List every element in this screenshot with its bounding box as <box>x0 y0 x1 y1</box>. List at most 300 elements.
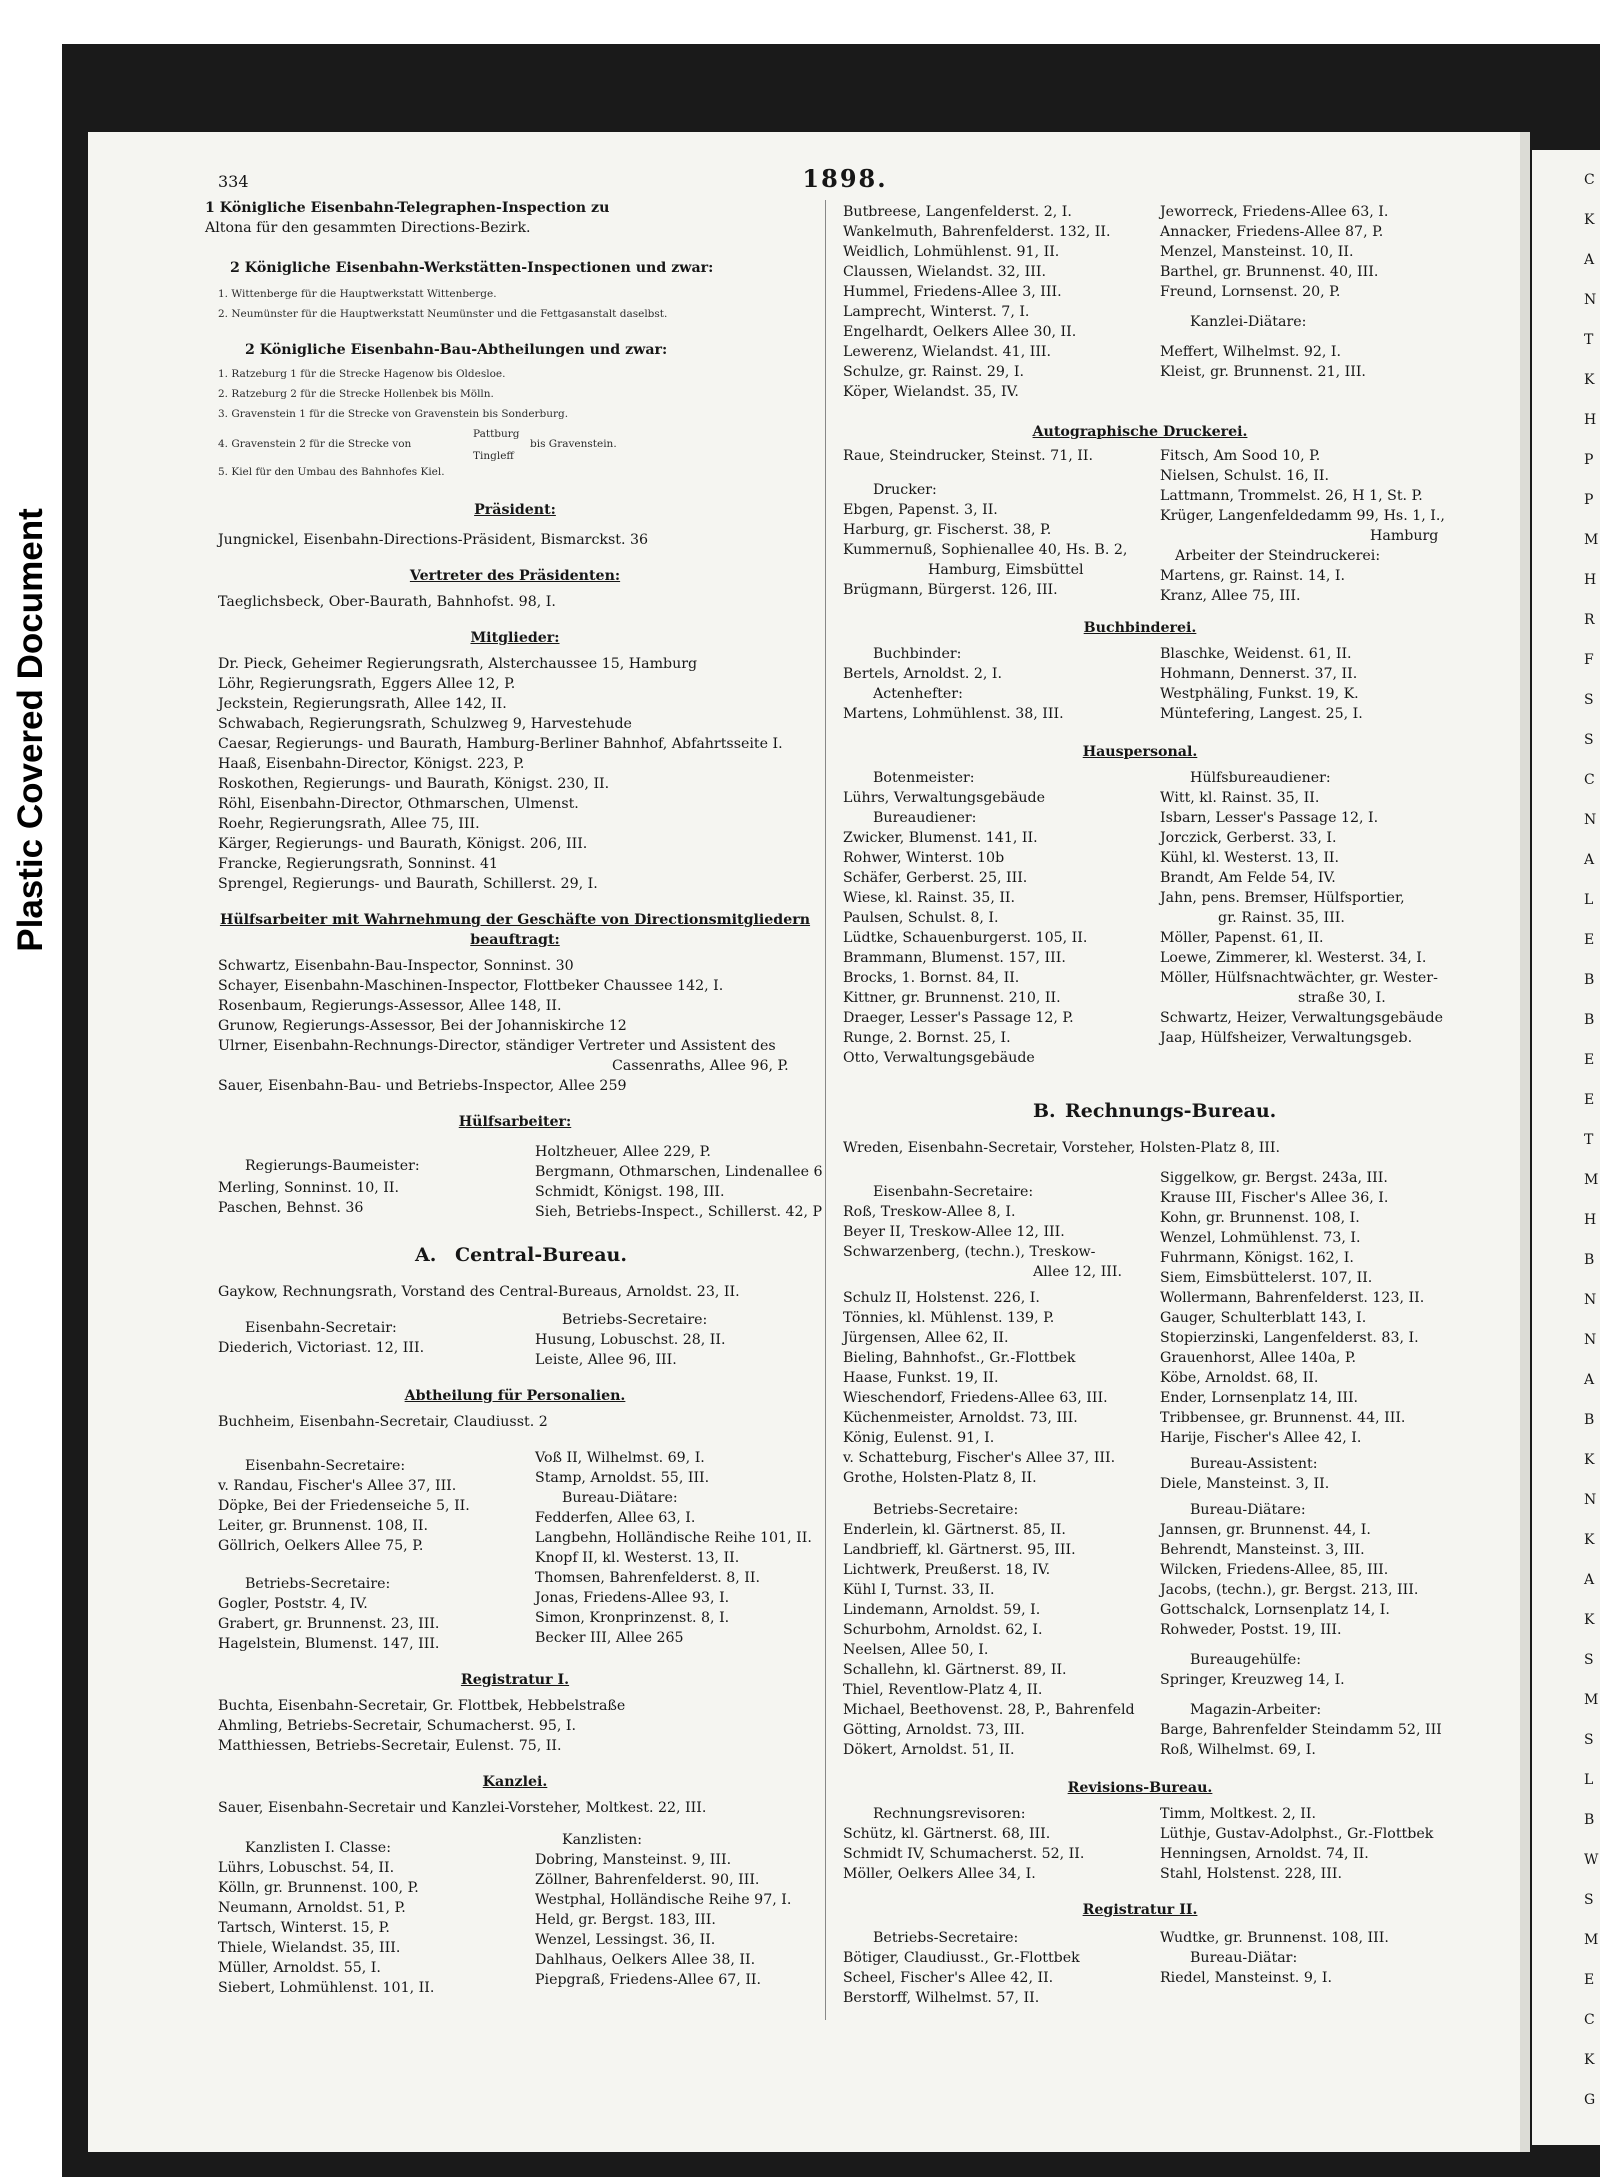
entry-line: Krüger, Langenfeldedamm 99, Hs. 1, I., <box>1160 508 1445 524</box>
next-page-fragment: E <box>1584 1092 1595 1108</box>
entry-line: Betriebs-Secretaire: <box>873 1502 1019 1518</box>
next-page-fragment: P <box>1584 492 1594 508</box>
entry-line: Henningsen, Arnoldst. 74, II. <box>1160 1846 1369 1862</box>
entry-line: Altona für den gesammten Directions-Bezirk. <box>205 220 531 236</box>
entry-line: Wudtke, gr. Brunnenst. 108, III. <box>1160 1930 1389 1946</box>
entry-line: Gaykow, Rechnungsrath, Vorstand des Central-Bureaus, Arnoldst. 23, II. <box>218 1284 740 1300</box>
entry-line: Martens, gr. Rainst. 14, I. <box>1160 568 1345 584</box>
next-page-fragment: N <box>1584 812 1597 828</box>
section-heading: Central-Bureau. <box>455 1244 627 1266</box>
entry-line: Lamprecht, Winterst. 7, I. <box>843 304 1030 320</box>
entry-line: Magazin-Arbeiter: <box>1190 1702 1322 1718</box>
entry-line: 4. Gravenstein 2 für die Strecke von <box>218 438 412 450</box>
section-heading: Registratur I. <box>460 1672 570 1688</box>
entry-line: Gauger, Schulterblatt 143, I. <box>1160 1310 1367 1326</box>
entry-line: Wenzel, Lessingst. 36, II. <box>535 1932 716 1948</box>
next-page-fragment: C <box>1584 172 1595 188</box>
next-page-fragment: N <box>1584 292 1597 308</box>
entry-line: Schwabach, Regierungsrath, Schulzweg 9, Harvestehude <box>218 716 632 732</box>
next-page-fragment: F <box>1584 652 1594 668</box>
section-heading: Autographische Druckerei. <box>1032 424 1248 440</box>
section-heading: Präsident: <box>474 502 556 518</box>
entry-line: Buchta, Eisenbahn-Secretair, Gr. Flottbek, Hebbelstraße <box>218 1698 626 1714</box>
entry-line: Caesar, Regierungs- und Baurath, Hamburg-Berliner Bahnhof, Abfahrtsseite I. <box>218 736 783 752</box>
entry-line: Roß, Treskow-Allee 8, I. <box>843 1204 1016 1220</box>
page-gutter <box>1520 132 1530 2152</box>
entry-line: Dr. Pieck, Geheimer Regierungsrath, Alsterchaussee 15, Hamburg <box>218 656 698 672</box>
next-page-fragment: L <box>1584 892 1594 908</box>
entry-line: Thiel, Reventlow-Platz 4, II. <box>843 1682 1043 1698</box>
entry-line: Thomsen, Bahrenfelderst. 8, II. <box>535 1570 760 1586</box>
next-page-fragment: T <box>1584 1132 1594 1148</box>
section-heading: Buchbinderei. <box>1083 620 1197 636</box>
next-page-fragment: T <box>1584 332 1594 348</box>
entry-line: Timm, Moltkest. 2, II. <box>1160 1806 1316 1822</box>
entry-line: Gottschalck, Lornsenplatz 14, I. <box>1160 1602 1390 1618</box>
entry-line: Ulrner, Eisenbahn-Rechnungs-Director, ständiger Vertreter und Assistent des <box>218 1038 776 1054</box>
entry-line: Jeworreck, Friedens-Allee 63, I. <box>1160 204 1389 220</box>
entry-line: Meffert, Wilhelmst. 92, I. <box>1160 344 1342 360</box>
entry-line: Schwarzenberg, (techn.), Treskow- <box>843 1244 1096 1260</box>
entry-line: Grauenhorst, Allee 140a, P. <box>1160 1350 1357 1366</box>
rule-line <box>825 200 826 2020</box>
entry-line: Tartsch, Winterst. 15, P. <box>218 1920 390 1936</box>
section-heading: Hülfsarbeiter mit Wahrnehmung der Geschäfte von Directionsmitgliedern <box>219 912 811 928</box>
entry-line: Rohweder, Postst. 19, III. <box>1160 1622 1342 1638</box>
entry-line: Kühl I, Turnst. 33, II. <box>843 1582 995 1598</box>
entry-line: Bieling, Bahnhofst., Gr.-Flottbek <box>843 1350 1076 1366</box>
entry-line: Fuhrmann, Königst. 162, I. <box>1160 1250 1354 1266</box>
entry-line: Köper, Wielandst. 35, IV. <box>843 384 1019 400</box>
entry-line: Leiste, Allee 96, III. <box>535 1352 677 1368</box>
entry-line: Möller, Hülfsnachtwächter, gr. Wester- <box>1160 970 1438 986</box>
entry-line: 5. Kiel für den Umbau des Bahnhofes Kiel. <box>218 466 445 478</box>
entry-line: Siggelkow, gr. Bergst. 243a, III. <box>1160 1170 1388 1186</box>
entry-line: Langbehn, Holländische Reihe 101, II. <box>535 1530 812 1546</box>
entry-line: Holtzheuer, Allee 229, P. <box>535 1144 711 1160</box>
entry-line: Stopierzinski, Langenfelderst. 83, I. <box>1160 1330 1419 1346</box>
entry-line: Götting, Arnoldst. 73, III. <box>843 1722 1025 1738</box>
next-page-fragment: R <box>1584 612 1595 628</box>
entry-line: Rohwer, Winterst. 10b <box>843 850 1005 866</box>
next-page-fragment: S <box>1584 732 1594 748</box>
entry-line: straße 30, I. <box>1298 990 1386 1006</box>
entry-line: Rechnungsrevisoren: <box>873 1806 1026 1822</box>
entry-line: Bureau-Diätare: <box>1190 1502 1306 1518</box>
section-heading: Vertreter des Präsidenten: <box>409 568 621 584</box>
entry-line: Wilcken, Friedens-Allee, 85, III. <box>1160 1562 1389 1578</box>
next-page-fragment: C <box>1584 2012 1595 2028</box>
next-page-fragment: B <box>1584 1012 1595 1028</box>
entry-line: Westphal, Holländische Reihe 97, I. <box>535 1892 792 1908</box>
entry-line: Brocks, 1. Bornst. 84, II. <box>843 970 1020 986</box>
entry-line: Barge, Bahrenfelder Steindamm 52, III <box>1160 1722 1442 1738</box>
entry-line: Bertels, Arnoldst. 2, I. <box>843 666 1003 682</box>
entry-line: Neumann, Arnoldst. 51, P. <box>218 1900 406 1916</box>
next-page-fragment: H <box>1584 1212 1597 1228</box>
entry-line: Kanzlei-Diätare: <box>1190 314 1307 330</box>
next-page-fragment: K <box>1584 2052 1595 2068</box>
entry-line: Betriebs-Secretaire: <box>245 1576 391 1592</box>
next-page-edge <box>1532 150 1600 2145</box>
entry-line: Schayer, Eisenbahn-Maschinen-Inspector, Flottbeker Chaussee 142, I. <box>218 978 724 994</box>
entry-line: Wankelmuth, Bahrenfelderst. 132, II. <box>843 224 1111 240</box>
entry-line: Krause III, Fischer's Allee 36, I. <box>1160 1190 1389 1206</box>
entry-line: Lührs, Verwaltungsgebäude <box>843 790 1046 806</box>
entry-line: Grunow, Regierungs-Assessor, Bei der Johanniskirche 12 <box>218 1018 627 1034</box>
entry-line: Held, gr. Bergst. 183, III. <box>535 1912 716 1928</box>
entry-line: Eisenbahn-Secretair: <box>245 1320 397 1336</box>
next-page-fragment: S <box>1584 1652 1594 1668</box>
entry-line: Haase, Funkst. 19, II. <box>843 1370 999 1386</box>
entry-line: Wieschendorf, Friedens-Allee 63, III. <box>843 1390 1108 1406</box>
entry-line: Kühl, kl. Westerst. 13, II. <box>1160 850 1340 866</box>
entry-line: Jorczick, Gerberst. 33, I. <box>1160 830 1337 846</box>
entry-line: Runge, 2. Bornst. 25, I. <box>843 1030 1011 1046</box>
entry-line: Jungnickel, Eisenbahn-Directions-Präsident, Bismarckst. 36 <box>218 532 649 548</box>
entry-line: Möller, Oelkers Allee 34, I. <box>843 1866 1036 1882</box>
entry-line: Eisenbahn-Secretaire: <box>873 1184 1034 1200</box>
entry-line: Jahn, pens. Bremser, Hülfsportier, <box>1160 890 1405 906</box>
entry-line: Barthel, gr. Brunnenst. 40, III. <box>1160 264 1379 280</box>
entry-line: Jacobs, (techn.), gr. Bergst. 213, III. <box>1160 1582 1419 1598</box>
entry-line: Dobring, Mansteinst. 9, III. <box>535 1852 732 1868</box>
entry-line: Martens, Lohmühlenst. 38, III. <box>843 706 1064 722</box>
entry-line: Allee 12, III. <box>1033 1264 1123 1280</box>
entry-line: Schwartz, Heizer, Verwaltungsgebäude <box>1160 1010 1444 1026</box>
section-heading: Registratur II. <box>1082 1902 1198 1918</box>
next-page-fragment: B <box>1584 972 1595 988</box>
entry-line: Landbrieff, kl. Gärtnerst. 95, III. <box>843 1542 1076 1558</box>
next-page-fragment: M <box>1584 532 1599 548</box>
next-page-fragment: M <box>1584 1692 1599 1708</box>
entry-line: Schütz, kl. Gärtnerst. 68, III. <box>843 1826 1051 1842</box>
next-page-fragment: S <box>1584 1732 1594 1748</box>
entry-line: Rosenbaum, Regierungs-Assessor, Allee 148, II. <box>218 998 562 1014</box>
next-page-fragment: E <box>1584 1052 1595 1068</box>
section-heading: Rechnungs-Bureau. <box>1065 1100 1277 1122</box>
entry-line: Drucker: <box>873 482 937 498</box>
entry-line: Springer, Kreuzweg 14, I. <box>1160 1672 1345 1688</box>
entry-line: Schallehn, kl. Gärtnerst. 89, II. <box>843 1662 1067 1678</box>
entry-line: Buchbinder: <box>873 646 962 662</box>
entry-line: Pattburg <box>473 428 520 440</box>
entry-line: Kanzlisten: <box>562 1832 643 1848</box>
entry-line: Haaß, Eisenbahn-Director, Königst. 223, P. <box>218 756 525 772</box>
entry-line: Annacker, Friedens-Allee 87, P. <box>1160 224 1384 240</box>
entry-line: Tönnies, kl. Mühlenst. 139, P. <box>843 1310 1055 1326</box>
entry-line: Stahl, Holstenst. 228, III. <box>1160 1866 1342 1882</box>
next-page-fragment: N <box>1584 1492 1597 1508</box>
next-page-fragment: H <box>1584 572 1597 588</box>
entry-line: Lüthje, Gustav-Adolphst., Gr.-Flottbek <box>1160 1826 1434 1842</box>
next-page-fragment: S <box>1584 1892 1594 1908</box>
entry-line: Siem, Eimsbüttelerst. 107, II. <box>1160 1270 1373 1286</box>
entry-line: Matthiessen, Betriebs-Secretair, Eulenst. 75, II. <box>218 1738 562 1754</box>
entry-line: Fedderfen, Allee 63, I. <box>535 1510 696 1526</box>
entry-line: Paulsen, Schulst. 8, I. <box>843 910 999 926</box>
entry-line: Witt, kl. Rainst. 35, II. <box>1160 790 1320 806</box>
entry-line: Kranz, Allee 75, III. <box>1160 588 1301 604</box>
entry-line: Ebgen, Papenst. 3, II. <box>843 502 998 518</box>
entry-line: Jaap, Hülfsheizer, Verwaltungsgeb. <box>1160 1030 1413 1046</box>
entry-line: Grabert, gr. Brunnenst. 23, III. <box>218 1616 440 1632</box>
entry-line: Michael, Beethovenst. 28, P., Bahrenfeld <box>843 1702 1135 1718</box>
entry-line: Husung, Lobuschst. 28, II. <box>535 1332 726 1348</box>
entry-line: Behrendt, Mansteinst. 3, III. <box>1160 1542 1365 1558</box>
entry-line: Kittner, gr. Brunnenst. 210, II. <box>843 990 1061 1006</box>
entry-line: Scheel, Fischer's Allee 42, II. <box>843 1970 1054 1986</box>
next-page-fragment: A <box>1584 1372 1595 1388</box>
next-page-fragment: B <box>1584 1412 1595 1428</box>
entry-line: König, Eulenst. 91, I. <box>843 1430 995 1446</box>
entry-line: Piepgraß, Friedens-Allee 67, II. <box>535 1972 762 1988</box>
entry-line: Möller, Papenst. 61, II. <box>1160 930 1324 946</box>
entry-line: Raue, Steindrucker, Steinst. 71, II. <box>843 448 1093 464</box>
entry-line: Bureau-Assistent: <box>1190 1456 1318 1472</box>
entry-line: Freund, Lornsenst. 20, P. <box>1160 284 1341 300</box>
page-year: 1898. <box>802 164 888 193</box>
entry-line: gr. Rainst. 35, III. <box>1218 910 1345 926</box>
entry-line: Sauer, Eisenbahn-Bau- und Betriebs-Inspector, Allee 259 <box>218 1078 627 1094</box>
entry-line: Kanzlisten I. Classe: <box>245 1840 391 1856</box>
next-page-fragment: K <box>1584 372 1595 388</box>
entry-line: Stamp, Arnoldst. 55, III. <box>535 1470 710 1486</box>
entry-line: Wiese, kl. Rainst. 35, II. <box>843 890 1016 906</box>
entry-line: Bureau-Diätare: <box>562 1490 678 1506</box>
section-heading: 2 Königliche Eisenbahn-Werkstätten-Inspectionen und zwar: <box>230 260 714 276</box>
entry-line: Ahmling, Betriebs-Secretair, Schumacherst. 95, I. <box>218 1718 577 1734</box>
entry-line: Siebert, Lohmühlenst. 101, II. <box>218 1980 435 1996</box>
entry-line: Schurbohm, Arnoldst. 62, I. <box>843 1622 1043 1638</box>
next-page-fragment: E <box>1584 932 1595 948</box>
entry-line: Hohmann, Dennerst. 37, II. <box>1160 666 1358 682</box>
entry-line: Zöllner, Bahrenfelderst. 90, III. <box>535 1872 760 1888</box>
entry-line: Schäfer, Gerberst. 25, III. <box>843 870 1028 886</box>
entry-line: Betriebs-Secretaire: <box>873 1930 1019 1946</box>
entry-line: Cassenraths, Allee 96, P. <box>612 1058 789 1074</box>
section-heading: Hauspersonal. <box>1082 744 1198 760</box>
entry-line: Hagelstein, Blumenst. 147, III. <box>218 1636 440 1652</box>
entry-line: v. Randau, Fischer's Allee 37, III. <box>218 1478 457 1494</box>
entry-line: Küchenmeister, Arnoldst. 73, III. <box>843 1410 1078 1426</box>
entry-line: Taeglichsbeck, Ober-Baurath, Bahnhofst. 98, I. <box>218 594 556 610</box>
entry-line: Dökert, Arnoldst. 51, II. <box>843 1742 1015 1758</box>
entry-line: Westphäling, Funkst. 19, K. <box>1160 686 1359 702</box>
section-heading: beauftragt: <box>470 932 560 948</box>
entry-line: Loewe, Zimmerer, kl. Westerst. 34, I. <box>1160 950 1427 966</box>
entry-line: Röhl, Eisenbahn-Director, Othmarschen, Ulmenst. <box>218 796 579 812</box>
entry-line: Merling, Sonninst. 10, II. <box>218 1180 400 1196</box>
entry-line: Müller, Arnoldst. 55, I. <box>218 1960 381 1976</box>
entry-line: Weidlich, Lohmühlenst. 91, II. <box>843 244 1060 260</box>
entry-line: Jonas, Friedens-Allee 93, I. <box>535 1590 730 1606</box>
next-page-fragment: K <box>1584 1532 1595 1548</box>
next-page-fragment: K <box>1584 1452 1595 1468</box>
entry-line: Brügmann, Bürgerst. 126, III. <box>843 582 1058 598</box>
entry-line: Menzel, Mansteinst. 10, II. <box>1160 244 1354 260</box>
section-heading: Mitglieder: <box>470 630 560 646</box>
entry-line: Schwartz, Eisenbahn-Bau-Inspector, Sonninst. 30 <box>218 958 574 974</box>
page-number: 334 <box>218 172 249 191</box>
entry-line: Bötiger, Claudiusst., Gr.-Flottbek <box>843 1950 1080 1966</box>
entry-line: Döpke, Bei der Friedenseiche 5, II. <box>218 1498 470 1514</box>
entry-line: Sauer, Eisenbahn-Secretair und Kanzlei-Vorsteher, Moltkest. 22, III. <box>218 1800 707 1816</box>
entry-line: Roskothen, Regierungs- und Baurath, Königst. 230, II. <box>218 776 610 792</box>
entry-line: Kohn, gr. Brunnenst. 108, I. <box>1160 1210 1360 1226</box>
entry-line: Jürgensen, Allee 62, II. <box>843 1330 1009 1346</box>
entry-line: Becker III, Allee 265 <box>535 1630 684 1646</box>
entry-line: Nielsen, Schulst. 16, II. <box>1160 468 1329 484</box>
entry-line: Paschen, Behnst. 36 <box>218 1200 364 1216</box>
entry-line: Riedel, Mansteinst. 9, I. <box>1160 1970 1332 1986</box>
entry-line: Wenzel, Lohmühlenst. 73, I. <box>1160 1230 1361 1246</box>
entry-line: Bureaudiener: <box>873 810 977 826</box>
entry-line: v. Schatteburg, Fischer's Allee 37, III. <box>843 1450 1116 1466</box>
section-heading: Hülfsarbeiter: <box>458 1114 572 1130</box>
entry-line: Claussen, Wielandst. 32, III. <box>843 264 1046 280</box>
entry-line: Isbarn, Lesser's Passage 12, I. <box>1160 810 1379 826</box>
entry-line: Knopf II, kl. Westerst. 13, II. <box>535 1550 740 1566</box>
entry-line: Tribbensee, gr. Brunnenst. 44, III. <box>1160 1410 1406 1426</box>
entry-line: bis Gravenstein. <box>530 438 617 450</box>
entry-line: Otto, Verwaltungsgebäude <box>843 1050 1035 1066</box>
entry-line: Neelsen, Allee 50, I. <box>843 1642 989 1658</box>
entry-line: Kummernuß, Sophienallee 40, Hs. B. 2, <box>843 542 1128 558</box>
entry-line: Berstorff, Wilhelmst. 57, II. <box>843 1990 1040 2006</box>
entry-line: Brandt, Am Felde 54, IV. <box>1160 870 1336 886</box>
next-page-fragment: H <box>1584 412 1597 428</box>
entry-line: Lattmann, Trommelst. 26, H 1, St. P. <box>1160 488 1423 504</box>
entry-line: Voß II, Wilhelmst. 69, I. <box>535 1450 705 1466</box>
entry-line: Eisenbahn-Secretaire: <box>245 1458 406 1474</box>
entry-line: Roß, Wilhelmst. 69, I. <box>1160 1742 1316 1758</box>
entry-line: 2. Ratzeburg 2 für die Strecke Hollenbek bis Mölln. <box>218 388 494 400</box>
entry-line: Lewerenz, Wielandst. 41, III. <box>843 344 1052 360</box>
entry-line: Actenhefter: <box>873 686 963 702</box>
section-heading: 2 Königliche Eisenbahn-Bau-Abtheilungen und zwar: <box>245 342 668 358</box>
section-heading: A. <box>415 1244 437 1266</box>
next-page-fragment: A <box>1584 252 1595 268</box>
entry-line: Arbeiter der Steindruckerei: <box>1175 548 1381 564</box>
section-heading: 1 Königliche Eisenbahn-Telegraphen-Inspection zu <box>205 200 610 216</box>
entry-line: Hamburg <box>1370 528 1439 544</box>
entry-line: Schmidt IV, Schumacherst. 52, II. <box>843 1846 1085 1862</box>
entry-line: Ender, Lornsenplatz 14, III. <box>1160 1390 1359 1406</box>
entry-line: Leiter, gr. Brunnenst. 108, II. <box>218 1518 428 1534</box>
entry-line: 3. Gravenstein 1 für die Strecke von Gravenstein bis Sonderburg. <box>218 408 569 420</box>
entry-line: Bureau-Diätar: <box>1190 1950 1298 1966</box>
entry-line: Roehr, Regierungsrath, Allee 75, III. <box>218 816 480 832</box>
entry-line: Schulz II, Holstenst. 226, I. <box>843 1290 1040 1306</box>
entry-line: Bergmann, Othmarschen, Lindenallee 6 <box>535 1164 823 1180</box>
entry-line: Diele, Mansteinst. 3, II. <box>1160 1476 1330 1492</box>
entry-line: Bureaugehülfe: <box>1190 1652 1302 1668</box>
next-page-fragment: B <box>1584 1252 1595 1268</box>
next-page-fragment: P <box>1584 452 1594 468</box>
section-heading: B. <box>1033 1100 1056 1122</box>
section-heading: Abtheilung für Personalien. <box>404 1388 626 1404</box>
next-page-fragment: C <box>1584 772 1595 788</box>
entry-line: Schmidt, Königst. 198, III. <box>535 1184 725 1200</box>
entry-line: Brammann, Blumenst. 157, III. <box>843 950 1066 966</box>
next-page-fragment: N <box>1584 1292 1597 1308</box>
entry-line: Regierungs-Baumeister: <box>245 1158 420 1174</box>
entry-line: Kleist, gr. Brunnenst. 21, III. <box>1160 364 1366 380</box>
entry-line: Dahlhaus, Oelkers Allee 38, II. <box>535 1952 756 1968</box>
entry-line: Köbe, Arnoldst. 68, II. <box>1160 1370 1319 1386</box>
entry-line: Müntefering, Langest. 25, I. <box>1160 706 1363 722</box>
entry-line: Wollermann, Bahrenfelderst. 123, II. <box>1160 1290 1425 1306</box>
next-page-fragment: K <box>1584 212 1595 228</box>
entry-line: Diederich, Victoriast. 12, III. <box>218 1340 425 1356</box>
entry-line: Engelhardt, Oelkers Allee 30, II. <box>843 324 1077 340</box>
entry-line: Lüdtke, Schauenburgerst. 105, II. <box>843 930 1088 946</box>
entry-line: Draeger, Lesser's Passage 12, P. <box>843 1010 1074 1026</box>
next-page-fragment: E <box>1584 1972 1595 1988</box>
section-heading: Revisions-Bureau. <box>1067 1780 1213 1796</box>
entry-line: 1. Wittenberge für die Hauptwerkstatt Wittenberge. <box>218 288 497 300</box>
side-label: Plastic Covered Document <box>11 508 50 952</box>
entry-line: Butbreese, Langenfelderst. 2, I. <box>843 204 1072 220</box>
entry-line: Fitsch, Am Sood 10, P. <box>1160 448 1321 464</box>
next-page-fragment: M <box>1584 1172 1599 1188</box>
entry-line: Hülfsbureaudiener: <box>1190 770 1331 786</box>
entry-line: Sprengel, Regierungs- und Baurath, Schillerst. 29, I. <box>218 876 598 892</box>
entry-line: Gogler, Poststr. 4, IV. <box>218 1596 368 1612</box>
entry-line: Lichtwerk, Preußerst. 18, IV. <box>843 1562 1051 1578</box>
entry-line: Buchheim, Eisenbahn-Secretair, Claudiusst. 2 <box>218 1414 548 1430</box>
entry-line: Grothe, Holsten-Platz 8, II. <box>843 1470 1037 1486</box>
entry-line: Enderlein, kl. Gärtnerst. 85, II. <box>843 1522 1066 1538</box>
entry-line: 1. Ratzeburg 1 für die Strecke Hagenow bis Oldesloe. <box>218 368 506 380</box>
next-page-fragment: N <box>1584 1332 1597 1348</box>
next-page-fragment: G <box>1584 2092 1596 2108</box>
entry-line: Harburg, gr. Fischerst. 38, P. <box>843 522 1052 538</box>
entry-line: Hamburg, Eimsbüttel <box>928 562 1084 578</box>
entry-line: Simon, Kronprinzenst. 8, I. <box>535 1610 730 1626</box>
entry-line: Botenmeister: <box>873 770 975 786</box>
entry-line: Göllrich, Oelkers Allee 75, P. <box>218 1538 424 1554</box>
entry-line: Löhr, Regierungsrath, Eggers Allee 12, P. <box>218 676 516 692</box>
entry-line: Blaschke, Weidenst. 61, II. <box>1160 646 1352 662</box>
next-page-fragment: B <box>1584 1812 1595 1828</box>
entry-line: Wreden, Eisenbahn-Secretair, Vorsteher, Holsten-Platz 8, III. <box>843 1140 1281 1156</box>
next-page-fragment: A <box>1584 852 1595 868</box>
entry-line: 2. Neumünster für die Hauptwerkstatt Neumünster und die Fettgasanstalt daselbst. <box>218 308 668 320</box>
next-page-fragment: L <box>1584 1772 1594 1788</box>
entry-line: Zwicker, Blumenst. 141, II. <box>843 830 1038 846</box>
entry-line: Francke, Regierungsrath, Sonninst. 41 <box>218 856 499 872</box>
next-page-fragment: A <box>1584 1572 1595 1588</box>
entry-line: Betriebs-Secretaire: <box>562 1312 708 1328</box>
entry-line: Harije, Fischer's Allee 42, I. <box>1160 1430 1362 1446</box>
entry-line: Jeckstein, Regierungsrath, Allee 142, II. <box>218 696 507 712</box>
section-heading: Kanzlei. <box>482 1774 548 1790</box>
entry-line: Jannsen, gr. Brunnenst. 44, I. <box>1160 1522 1371 1538</box>
entry-line: Lührs, Lobuschst. 54, II. <box>218 1860 395 1876</box>
entry-line: Beyer II, Treskow-Allee 12, III. <box>843 1224 1065 1240</box>
next-page-fragment: W <box>1584 1852 1599 1868</box>
entry-line: Lindemann, Arnoldst. 59, I. <box>843 1602 1041 1618</box>
next-page-fragment: K <box>1584 1612 1595 1628</box>
entry-line: Sieh, Betriebs-Inspect., Schillerst. 42, P <box>535 1204 823 1220</box>
entry-line: Kärger, Regierungs- und Baurath, Königst. 206, III. <box>218 836 588 852</box>
entry-line: Tingleff <box>473 450 514 462</box>
entry-line: Hummel, Friedens-Allee 3, III. <box>843 284 1062 300</box>
next-page-fragment: S <box>1584 692 1594 708</box>
next-page-fragment: M <box>1584 1932 1599 1948</box>
